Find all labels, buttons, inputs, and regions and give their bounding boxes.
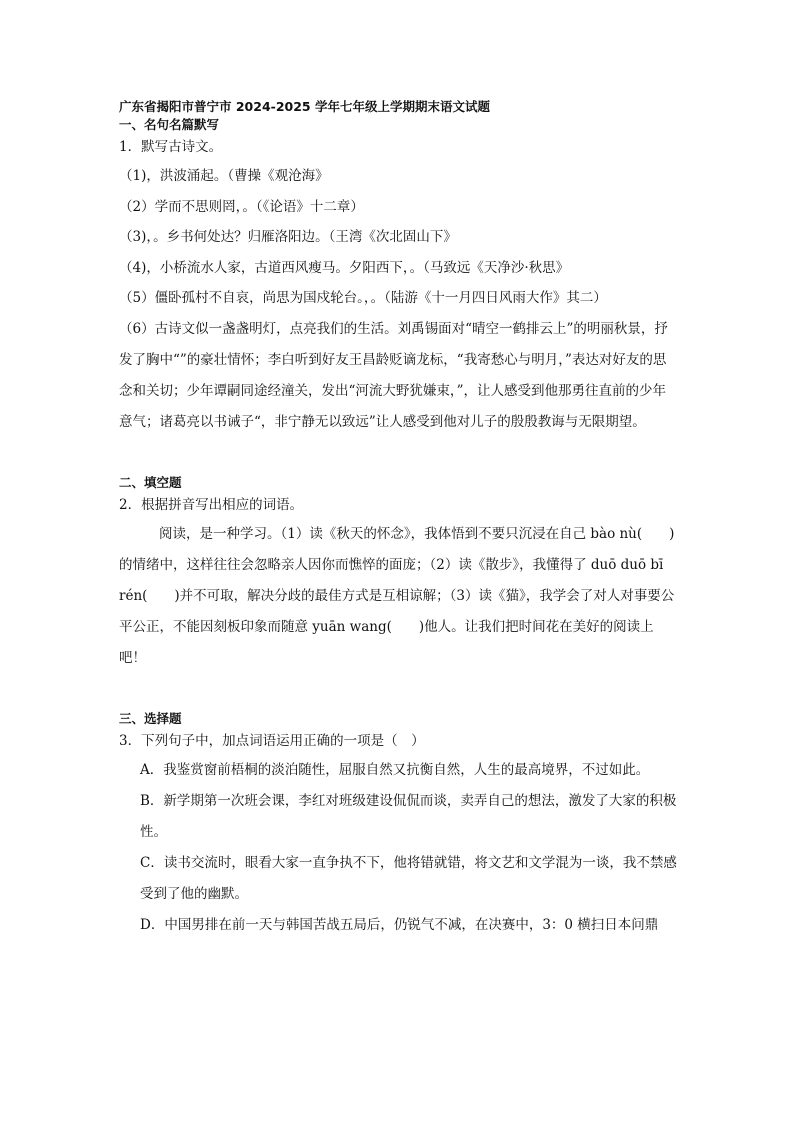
question-2-stem: 2．根据拼音写出相应的词语。 — [119, 496, 304, 513]
question-1-item-2: （2）学而不思则罔，。（《论语》十二章） — [119, 198, 364, 215]
section-heading-2: 二、填空题 — [119, 474, 182, 490]
exam-title: 广东省揭阳市普宁市 2024-2025 学年七年级上学期期末语文试题 — [119, 99, 490, 114]
section-spacer — [119, 674, 679, 710]
section-spacer — [119, 438, 679, 474]
question-1-item-3: （3)，。乡书何处达？归雁洛阳边。（王湾《次北固山下》 — [119, 229, 457, 245]
question-1-item-6: （6）古诗文似一盏盏明灯，点亮我们的生活。刘禹锡面对“晴空一鹤排云上”的明丽秋景，抒发了胸中“”的豪壮情怀；李白听到好友王昌龄贬谪龙标，“我寄愁心与明月，”表达对好友的思念和关切；少年谭嗣同途经潼关，发出“河流大野犹嫌束，”，让人感受到他那勇往直前的少年意气；诸葛亮以书诫子“，非宁静无以致远”让人感受到他对儿子的殷殷教诲与无限期望。 — [119, 320, 668, 430]
question-1-stem: 1．默写古诗文。 — [119, 139, 223, 155]
question-3-stem: 3．下列句子中，加点词语运用正确的一项是（ ） — [119, 732, 425, 749]
question-3-option-d: D．中国男排在前一天与韩国苦战五局后，仍锐气不减，在决赛中，3：0 横扫日本问鼎 — [140, 916, 659, 933]
question-3-option-b: B．新学期第一次班会课，李红对班级建设侃侃而谈，卖弄自己的想法，激发了大家的积极性。 — [140, 792, 677, 840]
section-heading-3: 三、选择题 — [119, 710, 182, 726]
section-heading-1: 一、名句名篇默写 — [119, 117, 220, 132]
question-3-option-c: C．读书交流时，眼看大家一直争执不下，他将错就错，将文艺和文学混为一谈，我不禁感受到了他的幽默。 — [140, 854, 677, 902]
document-body — [119, 98, 679, 941]
question-1-item-1: （1)，洪波涌起。（曹操《观沧海》 — [119, 168, 329, 184]
question-1-item-5: （5）僵卧孤村不自哀，尚思为国戍轮台。，。（陆游《十一月四日风雨大作》其二） — [119, 290, 607, 306]
question-3-option-a: A．我鉴赏窗前梧桐的淡泊随性，屈服自然又抗衡自然，人生的最高境界，不过如此。 — [140, 761, 650, 778]
question-1-item-4: （4)，小桥流水人家，古道西风瘦马。夕阳西下，。（马致远《天净沙·秋思》 — [119, 259, 570, 276]
question-2-passage: 阅读，是一种学习。（1）读《秋天的怀念》，我体悟到不要只沉浸在自己 bào nù( )的情绪中，这样往往会忽略亲人因你而憔悴的面庞；（2）读《散步》，我懂得了 duō duō bī rén( )并不可取，解决分歧的最佳方式是互相谅解；（3）读《猫》，我学会了对人对事要公平公正，不能因刻板印象而随意 yuān wang( )他人。让我们把时间花在美好的阅读上吧！ — [119, 525, 675, 666]
